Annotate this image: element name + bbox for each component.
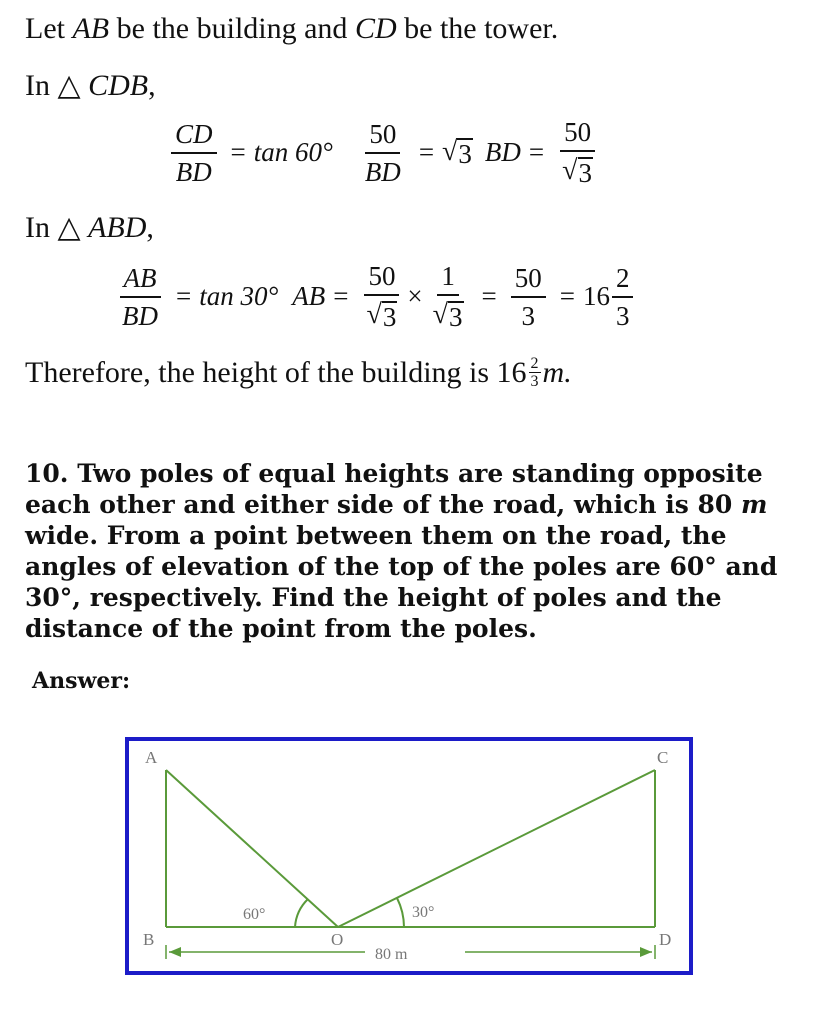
radicand: 3: [578, 158, 593, 189]
tan-60: tan 60°: [253, 137, 333, 168]
numerator: 50: [364, 262, 399, 296]
equals-sign: =: [559, 281, 575, 312]
radical-sign: √: [442, 135, 458, 167]
denominator: 3: [521, 300, 535, 331]
question-10: [25, 458, 785, 644]
equation-2: [112, 262, 639, 332]
denominator: BD: [364, 156, 401, 187]
equals-sign: =: [528, 137, 545, 168]
tan-30: tan 30°: [199, 281, 279, 312]
label-d: D: [659, 930, 672, 949]
equals-sign: =: [333, 281, 349, 312]
angle-label-30: 30°: [412, 904, 435, 921]
denominator: BD: [175, 156, 212, 187]
equals-sign: =: [418, 137, 435, 168]
label-o: O: [331, 930, 344, 949]
equals-sign: =: [230, 137, 246, 168]
poles-diagram: [125, 737, 693, 975]
label-b: B: [143, 930, 155, 949]
radical-sign: √: [562, 155, 578, 187]
times-sign: ×: [407, 281, 423, 312]
fraction-50-bd: [361, 120, 405, 187]
statement-let: [25, 12, 558, 46]
fraction-ab-bd: [118, 264, 162, 331]
label-c: C: [657, 748, 669, 767]
denominator: 3: [530, 373, 539, 390]
comma: ,: [148, 69, 156, 102]
numerator: 50: [560, 118, 595, 152]
var-ab: AB: [72, 12, 110, 45]
radicand: 3: [458, 138, 472, 169]
numerator: 50: [365, 120, 400, 154]
distance-label: 80 m: [375, 946, 408, 963]
radical-sign: √: [432, 299, 449, 331]
comma: ,: [146, 211, 154, 244]
unit-m: m: [740, 490, 768, 519]
var-bd: BD: [484, 137, 521, 168]
fraction-1-sqrt3: [429, 262, 468, 332]
text-in: In △: [25, 211, 89, 244]
angle-label-60: 60°: [243, 906, 266, 923]
text-let: Let: [25, 12, 73, 45]
text-in: In △: [25, 69, 89, 102]
radicand: 3: [382, 302, 397, 333]
numerator: CD: [171, 120, 217, 154]
figure-border: [127, 739, 691, 973]
question-text-a: 10. Two poles of equal heights are standing opposite each other and either side of the road, which is 80: [25, 459, 763, 519]
question-text-b: wide. From a point between them on the road, the angles of elevation of the top of the poles are 60° and 30°, respectively. Find the height of poles and the distance of the point from the poles.: [25, 521, 778, 643]
numerator: 2: [530, 355, 539, 372]
denominator: 3: [615, 300, 630, 331]
numerator: 1: [437, 262, 459, 296]
triangle-abd-heading: [25, 210, 154, 245]
fraction-cd-bd: [171, 120, 217, 187]
conclusion-text: Therefore, the height of the building is 16: [25, 356, 527, 389]
numerator: 50: [511, 264, 546, 298]
fraction-2-3: [612, 264, 634, 331]
equals-sign: =: [481, 281, 497, 312]
var-ab: AB: [292, 281, 326, 312]
triangle-name: CDB: [88, 69, 149, 102]
fraction-50-sqrt3: [363, 262, 402, 332]
whole-number: 16: [582, 281, 610, 312]
equals-sign: =: [176, 281, 192, 312]
text-suffix: be the tower.: [396, 12, 559, 45]
fraction-2-3: [529, 356, 541, 390]
triangle-cdb-heading: [25, 68, 156, 103]
fraction-50-3: [511, 264, 546, 331]
radical-sign: √: [366, 299, 382, 331]
equation-1: [165, 118, 603, 188]
conclusion: [25, 356, 572, 390]
numerator: 2: [612, 264, 634, 298]
text-mid: be the building and: [109, 12, 355, 45]
denominator: BD: [122, 300, 158, 331]
numerator: AB: [120, 264, 161, 298]
sqrt-3: [442, 135, 473, 169]
fraction-50-sqrt3: [558, 118, 597, 188]
answer-label: Answer:: [32, 668, 131, 694]
triangle-name: ABD: [88, 211, 147, 244]
radicand: 3: [449, 302, 463, 333]
unit-m: m.: [542, 356, 572, 389]
label-a: A: [145, 748, 158, 767]
var-cd: CD: [354, 12, 397, 45]
